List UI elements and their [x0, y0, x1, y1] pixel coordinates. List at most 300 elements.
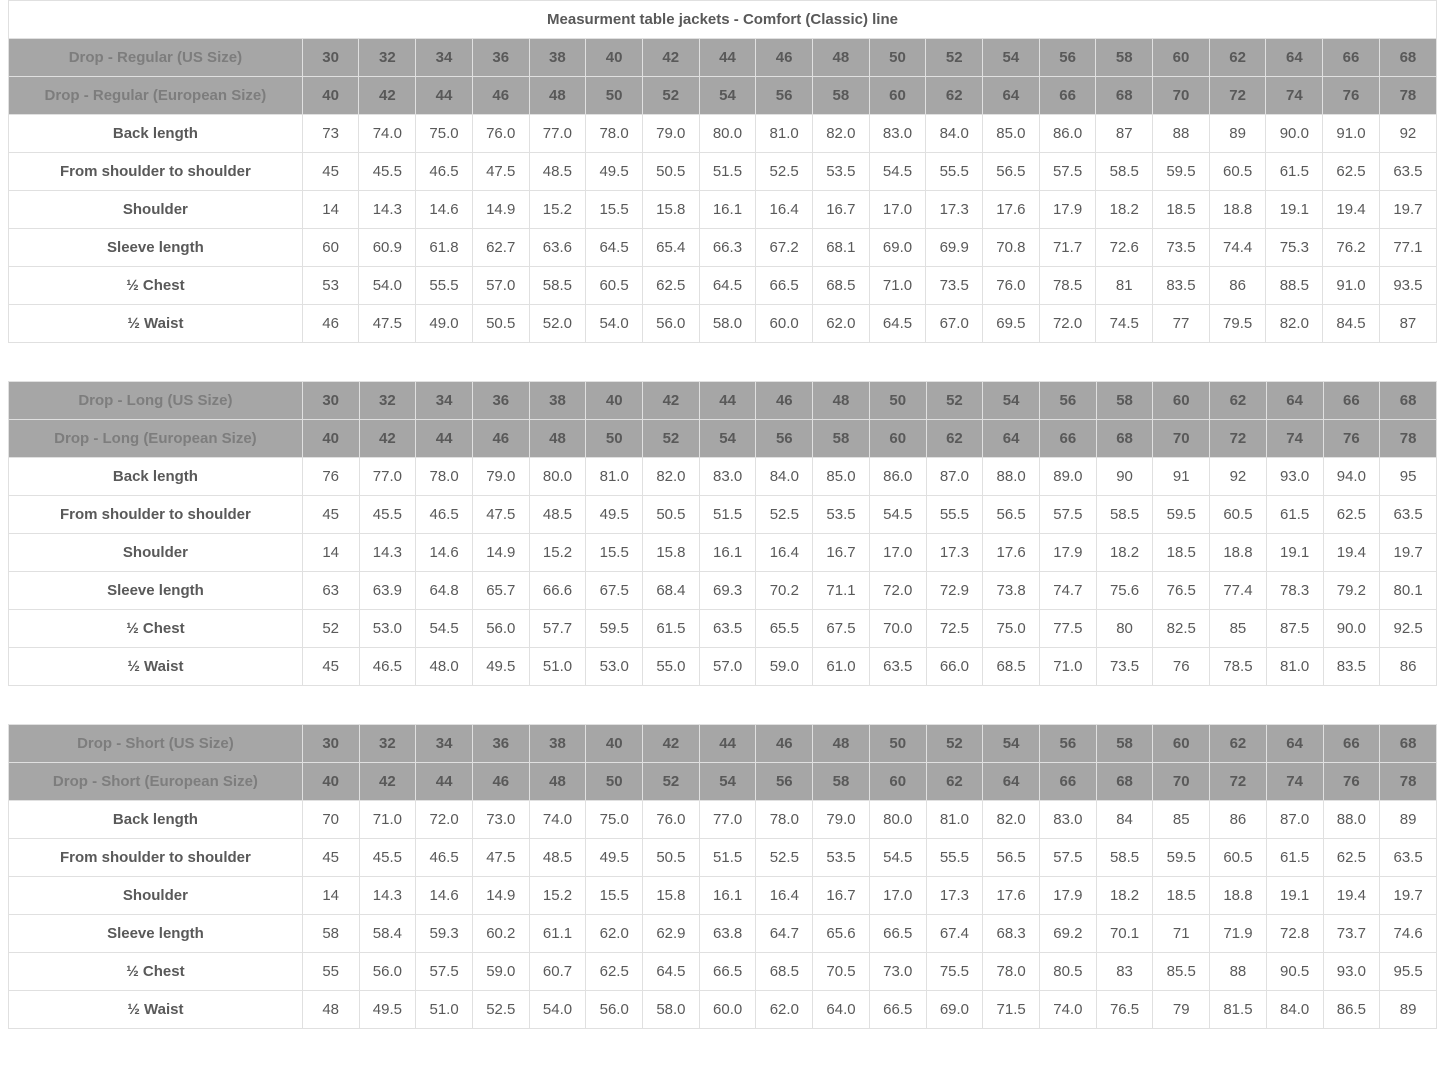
- cell: 48: [302, 991, 359, 1029]
- cell: 88: [1210, 953, 1267, 991]
- cell: 55.0: [643, 648, 700, 686]
- row-label: Back length: [9, 458, 303, 496]
- table-row: [9, 915, 1437, 953]
- cell: 16.4: [756, 191, 813, 229]
- cell: 93.0: [1323, 953, 1380, 991]
- col-header-us: 62: [1209, 39, 1266, 77]
- col-header-eu: 40: [302, 420, 359, 458]
- cell: 15.2: [529, 877, 586, 915]
- cell: 64.0: [813, 991, 870, 1029]
- cell: 45: [302, 648, 359, 686]
- col-header-us: 64: [1266, 39, 1323, 77]
- col-header-us: 36: [472, 39, 529, 77]
- cell: 71.7: [1039, 229, 1096, 267]
- col-header-us: 36: [472, 382, 529, 420]
- col-header-eu: 62: [926, 420, 983, 458]
- cell: 69.5: [983, 305, 1040, 343]
- col-header-us: 32: [359, 725, 416, 763]
- col-header-us: 64: [1266, 382, 1323, 420]
- col-header-eu: 40: [302, 763, 359, 801]
- measurement-table-short: [8, 724, 1437, 1029]
- col-header-us: 46: [756, 39, 813, 77]
- cell: 62.5: [1323, 839, 1380, 877]
- cell: 63: [302, 572, 359, 610]
- col-header-us: 68: [1380, 725, 1437, 763]
- cell: 61.5: [1266, 496, 1323, 534]
- cell: 65.5: [756, 610, 813, 648]
- table-row: [9, 991, 1437, 1029]
- cell: 73.8: [983, 572, 1040, 610]
- cell: 83.0: [1039, 801, 1096, 839]
- col-header-eu: 48: [529, 77, 586, 115]
- cell: 62.0: [586, 915, 643, 953]
- col-header-eu: 72: [1210, 763, 1267, 801]
- col-header-eu: 70: [1153, 763, 1210, 801]
- cell: 16.7: [813, 534, 870, 572]
- cell: 17.3: [926, 877, 983, 915]
- table-row: [9, 229, 1437, 267]
- cell: 17.0: [869, 877, 926, 915]
- col-header-eu: 46: [472, 763, 529, 801]
- cell: 63.5: [699, 610, 756, 648]
- cell: 69.0: [869, 229, 926, 267]
- cell: 56.0: [472, 610, 529, 648]
- cell: 86: [1210, 801, 1267, 839]
- cell: 79: [1153, 991, 1210, 1029]
- header-row-eu-long: [9, 420, 1437, 458]
- row-label: ½ Waist: [9, 305, 303, 343]
- cell: 51.5: [699, 153, 756, 191]
- col-header-eu: 62: [926, 77, 983, 115]
- col-header-us: 56: [1039, 725, 1096, 763]
- cell: 19.7: [1380, 534, 1437, 572]
- col-header-us: 62: [1210, 382, 1267, 420]
- col-header-us: 30: [302, 382, 359, 420]
- cell: 55.5: [926, 153, 983, 191]
- col-header-eu: 52: [643, 763, 700, 801]
- cell: 14.3: [359, 534, 416, 572]
- table-row: [9, 305, 1437, 343]
- cell: 15.8: [643, 534, 700, 572]
- col-header-eu: 44: [416, 763, 473, 801]
- col-header-us: 40: [586, 382, 643, 420]
- col-header-eu: 72: [1210, 420, 1267, 458]
- cell: 80.0: [699, 115, 756, 153]
- cell: 17.0: [869, 534, 926, 572]
- cell: 57.0: [699, 648, 756, 686]
- col-header-eu: 40: [302, 77, 359, 115]
- cell: 55: [302, 953, 359, 991]
- col-header-us: 38: [529, 39, 586, 77]
- cell: 18.5: [1153, 877, 1210, 915]
- cell: 83.0: [869, 115, 926, 153]
- row-label: ½ Chest: [9, 610, 303, 648]
- cell: 84.0: [1266, 991, 1323, 1029]
- cell: 89: [1380, 991, 1437, 1029]
- cell: 60.5: [586, 267, 643, 305]
- section-spacer: [8, 686, 1437, 724]
- cell: 69.2: [1039, 915, 1096, 953]
- col-header-eu: 42: [359, 763, 416, 801]
- cell: 55.5: [926, 496, 983, 534]
- cell: 77.0: [529, 115, 586, 153]
- cell: 68.5: [983, 648, 1040, 686]
- cell: 19.4: [1323, 877, 1380, 915]
- cell: 14.3: [359, 191, 416, 229]
- cell: 63.8: [699, 915, 756, 953]
- col-header-eu: 74: [1266, 763, 1323, 801]
- cell: 67.5: [813, 610, 870, 648]
- cell: 65.6: [813, 915, 870, 953]
- cell: 19.1: [1266, 534, 1323, 572]
- table-row: [9, 458, 1437, 496]
- col-header-eu: 66: [1039, 420, 1096, 458]
- cell: 16.1: [699, 534, 756, 572]
- col-header-us: 46: [756, 382, 813, 420]
- cell: 82.0: [643, 458, 700, 496]
- col-header-eu: 58: [813, 763, 870, 801]
- cell: 14: [302, 191, 359, 229]
- cell: 60: [302, 229, 359, 267]
- cell: 53.0: [359, 610, 416, 648]
- col-header-eu: 70: [1153, 420, 1210, 458]
- cell: 79.0: [472, 458, 529, 496]
- cell: 74.6: [1380, 915, 1437, 953]
- cell: 68.5: [812, 267, 869, 305]
- cell: 61.5: [1266, 153, 1323, 191]
- cell: 87.0: [926, 458, 983, 496]
- cell: 78.5: [1210, 648, 1267, 686]
- cell: 19.4: [1323, 534, 1380, 572]
- col-header-us: 54: [983, 39, 1040, 77]
- col-header-us: 58: [1096, 39, 1153, 77]
- cell: 59.5: [1153, 839, 1210, 877]
- cell: 14.6: [416, 191, 473, 229]
- cell: 78.3: [1266, 572, 1323, 610]
- cell: 16.1: [699, 877, 756, 915]
- col-header-eu: 48: [529, 763, 586, 801]
- row-label: From shoulder to shoulder: [9, 496, 303, 534]
- cell: 80.0: [529, 458, 586, 496]
- cell: 50.5: [643, 839, 700, 877]
- cell: 84.0: [756, 458, 813, 496]
- cell: 56.0: [642, 305, 699, 343]
- cell: 87: [1096, 115, 1153, 153]
- cell: 73.0: [869, 953, 926, 991]
- cell: 88.5: [1266, 267, 1323, 305]
- col-header-eu: 56: [756, 420, 813, 458]
- cell: 60.5: [1210, 496, 1267, 534]
- cell: 55.5: [926, 839, 983, 877]
- cell: 54.5: [869, 496, 926, 534]
- measurement-table-regular: [8, 0, 1437, 343]
- cell: 68.1: [812, 229, 869, 267]
- col-header-us: 30: [302, 39, 359, 77]
- cell: 61.8: [416, 229, 473, 267]
- col-header-us: 58: [1096, 382, 1153, 420]
- table-row: [9, 267, 1437, 305]
- col-header-eu: 68: [1096, 420, 1153, 458]
- cell: 48.5: [529, 839, 586, 877]
- cell: 77.0: [699, 801, 756, 839]
- cell: 73.0: [472, 801, 529, 839]
- col-header-eu: 56: [756, 763, 813, 801]
- cell: 91: [1153, 458, 1210, 496]
- header-row-us-short: [9, 725, 1437, 763]
- cell: 78.0: [416, 458, 473, 496]
- col-header-eu: 64: [983, 763, 1040, 801]
- cell: 48.5: [529, 153, 586, 191]
- cell: 74.0: [1039, 991, 1096, 1029]
- cell: 18.8: [1210, 534, 1267, 572]
- cell: 14.9: [472, 534, 529, 572]
- col-header-eu: 56: [756, 77, 813, 115]
- table-row: [9, 648, 1437, 686]
- col-header-eu: 68: [1096, 77, 1153, 115]
- col-header-eu: 50: [586, 420, 643, 458]
- cell: 46.5: [359, 648, 416, 686]
- cell: 64.5: [699, 267, 756, 305]
- col-header-eu: 76: [1323, 77, 1380, 115]
- row-label: Sleeve length: [9, 572, 303, 610]
- cell: 51.5: [699, 496, 756, 534]
- cell: 67.4: [926, 915, 983, 953]
- cell: 74.0: [359, 115, 416, 153]
- cell: 86.0: [869, 458, 926, 496]
- col-header-us: 48: [813, 382, 870, 420]
- cell: 74.4: [1209, 229, 1266, 267]
- col-header-us: 52: [926, 39, 983, 77]
- cell: 56.5: [983, 153, 1040, 191]
- cell: 81.0: [926, 801, 983, 839]
- cell: 88.0: [1323, 801, 1380, 839]
- cell: 58.5: [1096, 153, 1153, 191]
- cell: 64.5: [869, 305, 926, 343]
- row-label: From shoulder to shoulder: [9, 153, 303, 191]
- col-header-eu: 46: [472, 420, 529, 458]
- cell: 59.3: [416, 915, 473, 953]
- cell: 74.0: [529, 801, 586, 839]
- cell: 53.5: [812, 153, 869, 191]
- cell: 73: [302, 115, 359, 153]
- header-label-eu-short: Drop - Short (European Size): [9, 763, 303, 801]
- cell: 46: [302, 305, 359, 343]
- cell: 85.5: [1153, 953, 1210, 991]
- cell: 54.0: [586, 305, 643, 343]
- header-row-us-long: [9, 382, 1437, 420]
- cell: 15.8: [643, 877, 700, 915]
- cell: 45.5: [359, 839, 416, 877]
- row-label: ½ Waist: [9, 991, 303, 1029]
- cell: 88.0: [983, 458, 1040, 496]
- col-header-us: 52: [926, 725, 983, 763]
- cell: 18.8: [1210, 877, 1267, 915]
- cell: 76.2: [1323, 229, 1380, 267]
- cell: 18.8: [1209, 191, 1266, 229]
- cell: 68.3: [983, 915, 1040, 953]
- cell: 90.0: [1323, 610, 1380, 648]
- col-header-eu: 44: [416, 77, 473, 115]
- cell: 75.5: [926, 953, 983, 991]
- cell: 70.5: [813, 953, 870, 991]
- table-row: [9, 610, 1437, 648]
- cell: 58: [302, 915, 359, 953]
- cell: 47.5: [472, 496, 529, 534]
- cell: 57.5: [1039, 153, 1096, 191]
- cell: 49.5: [586, 839, 643, 877]
- cell: 60.9: [359, 229, 416, 267]
- cell: 15.2: [529, 534, 586, 572]
- cell: 58.5: [1096, 839, 1153, 877]
- cell: 70.2: [756, 572, 813, 610]
- cell: 66.5: [869, 915, 926, 953]
- col-header-us: 42: [642, 39, 699, 77]
- cell: 73.5: [926, 267, 983, 305]
- cell: 72.0: [416, 801, 473, 839]
- cell: 81.0: [1266, 648, 1323, 686]
- cell: 64.5: [643, 953, 700, 991]
- cell: 76.5: [1153, 572, 1210, 610]
- cell: 14.6: [416, 877, 473, 915]
- header-label-eu-long: Drop - Long (European Size): [9, 420, 303, 458]
- col-header-us: 54: [983, 382, 1040, 420]
- cell: 63.5: [1380, 496, 1437, 534]
- cell: 84.0: [926, 115, 983, 153]
- cell: 17.3: [926, 534, 983, 572]
- col-header-us: 64: [1266, 725, 1323, 763]
- col-header-eu: 48: [529, 420, 586, 458]
- col-header-us: 66: [1323, 725, 1380, 763]
- cell: 75.0: [983, 610, 1040, 648]
- cell: 90.0: [1266, 115, 1323, 153]
- cell: 59.5: [1153, 496, 1210, 534]
- col-header-eu: 76: [1323, 763, 1380, 801]
- cell: 53.5: [813, 496, 870, 534]
- col-header-us: 40: [586, 725, 643, 763]
- cell: 14.3: [359, 877, 416, 915]
- col-header-us: 54: [983, 725, 1040, 763]
- cell: 88: [1153, 115, 1210, 153]
- cell: 54.5: [869, 153, 926, 191]
- cell: 69.9: [926, 229, 983, 267]
- cell: 63.5: [1379, 153, 1436, 191]
- cell: 80: [1096, 610, 1153, 648]
- cell: 50.5: [472, 305, 529, 343]
- cell: 61.0: [813, 648, 870, 686]
- cell: 82.0: [812, 115, 869, 153]
- col-header-us: 30: [302, 725, 359, 763]
- cell: 76.5: [1096, 991, 1153, 1029]
- cell: 15.5: [586, 191, 643, 229]
- cell: 58.4: [359, 915, 416, 953]
- cell: 84.5: [1323, 305, 1380, 343]
- col-header-eu: 76: [1323, 420, 1380, 458]
- col-header-us: 62: [1210, 725, 1267, 763]
- cell: 77.0: [359, 458, 416, 496]
- col-header-eu: 44: [416, 420, 473, 458]
- col-header-eu: 66: [1039, 763, 1096, 801]
- col-header-us: 38: [529, 382, 586, 420]
- col-header-us: 44: [699, 725, 756, 763]
- cell: 77.4: [1210, 572, 1267, 610]
- cell: 73.5: [1096, 648, 1153, 686]
- cell: 93.5: [1379, 267, 1436, 305]
- cell: 19.1: [1266, 877, 1323, 915]
- cell: 66.5: [869, 991, 926, 1029]
- page-title: Measurment table jackets - Comfort (Classic) line: [9, 1, 1437, 39]
- cell: 63.5: [1380, 839, 1437, 877]
- cell: 77: [1153, 305, 1210, 343]
- cell: 71: [1153, 915, 1210, 953]
- col-header-eu: 50: [586, 77, 643, 115]
- cell: 48.0: [416, 648, 473, 686]
- cell: 45.5: [359, 153, 416, 191]
- cell: 72.6: [1096, 229, 1153, 267]
- cell: 82.5: [1153, 610, 1210, 648]
- table-row: [9, 496, 1437, 534]
- cell: 16.1: [699, 191, 756, 229]
- col-header-eu: 52: [642, 77, 699, 115]
- cell: 18.5: [1153, 191, 1210, 229]
- col-header-us: 34: [416, 382, 473, 420]
- cell: 82.0: [983, 801, 1040, 839]
- col-header-us: 50: [869, 382, 926, 420]
- col-header-eu: 62: [926, 763, 983, 801]
- cell: 49.0: [416, 305, 473, 343]
- cell: 60.5: [1209, 153, 1266, 191]
- table-row: [9, 534, 1437, 572]
- cell: 71.0: [359, 801, 416, 839]
- cell: 62.0: [756, 991, 813, 1029]
- cell: 72.9: [926, 572, 983, 610]
- cell: 72.0: [869, 572, 926, 610]
- cell: 90: [1096, 458, 1153, 496]
- cell: 70: [302, 801, 359, 839]
- col-header-us: 66: [1323, 382, 1380, 420]
- cell: 62.5: [642, 267, 699, 305]
- col-header-us: 42: [643, 382, 700, 420]
- cell: 55.5: [416, 267, 473, 305]
- col-header-us: 60: [1153, 382, 1210, 420]
- cell: 86: [1380, 648, 1437, 686]
- cell: 51.0: [416, 991, 473, 1029]
- section-spacer: [8, 343, 1437, 381]
- cell: 54.5: [869, 839, 926, 877]
- col-header-us: 40: [586, 39, 643, 77]
- cell: 53.5: [813, 839, 870, 877]
- col-header-eu: 68: [1096, 763, 1153, 801]
- cell: 86.5: [1323, 991, 1380, 1029]
- header-label-us-short: Drop - Short (US Size): [9, 725, 303, 763]
- cell: 64.5: [586, 229, 643, 267]
- cell: 79.0: [813, 801, 870, 839]
- cell: 54.0: [529, 991, 586, 1029]
- cell: 48.5: [529, 496, 586, 534]
- col-header-eu: 60: [869, 763, 926, 801]
- cell: 85: [1210, 610, 1267, 648]
- cell: 91.0: [1323, 115, 1380, 153]
- cell: 50.5: [643, 496, 700, 534]
- cell: 86.0: [1039, 115, 1096, 153]
- cell: 17.9: [1039, 877, 1096, 915]
- cell: 14.9: [472, 877, 529, 915]
- col-header-eu: 64: [983, 420, 1040, 458]
- cell: 14: [302, 534, 359, 572]
- col-header-eu: 78: [1380, 763, 1437, 801]
- cell: 85.0: [813, 458, 870, 496]
- cell: 83.5: [1153, 267, 1210, 305]
- cell: 59.5: [586, 610, 643, 648]
